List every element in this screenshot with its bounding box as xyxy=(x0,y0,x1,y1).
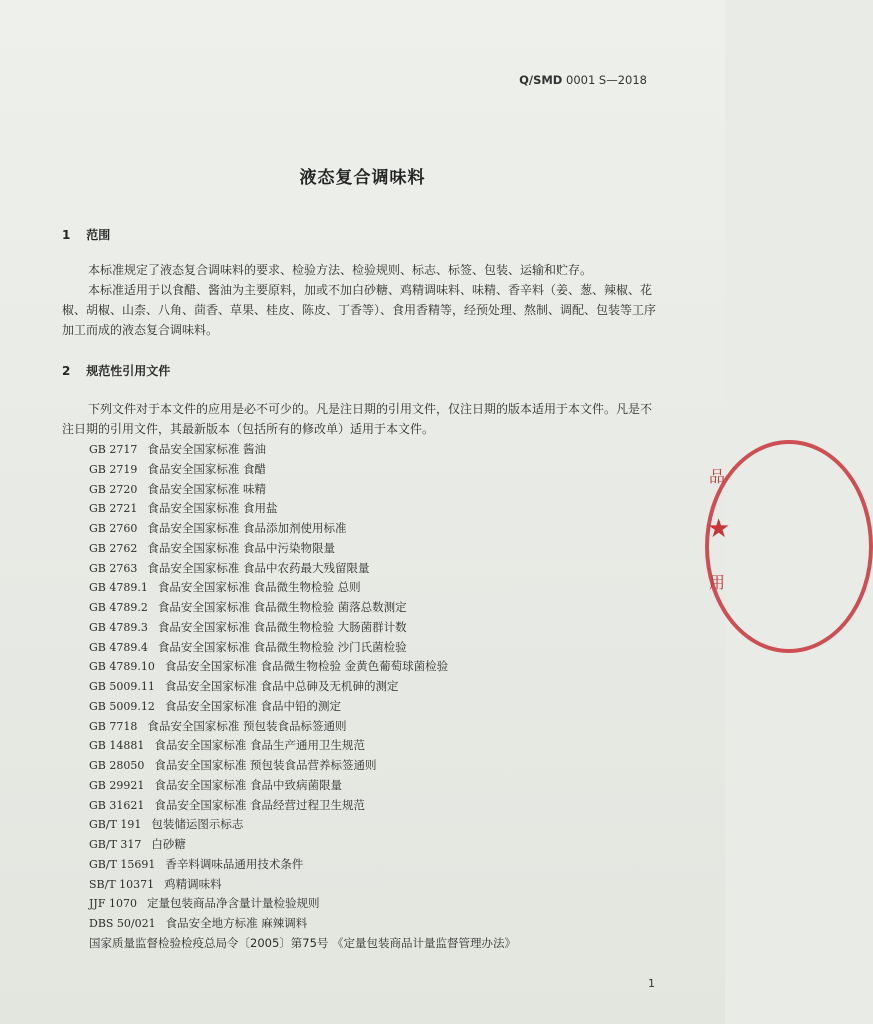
reference-code: GB/T 317 xyxy=(89,838,142,851)
section-1-number: 1 xyxy=(62,228,71,242)
reference-item xyxy=(89,776,669,796)
reference-item xyxy=(89,894,669,914)
reference-code: GB 28050 xyxy=(89,759,145,772)
standard-prefix: Q/SMD xyxy=(519,73,563,87)
reference-code: SB/T 10371 xyxy=(89,877,155,891)
reference-title: 食品安全国家标准 酱油 xyxy=(147,442,267,456)
reference-item xyxy=(89,717,669,737)
reference-item xyxy=(89,657,669,677)
reference-title: 食品安全国家标准 预包装食品营养标签通则 xyxy=(154,758,377,772)
reference-title: 鸡精调味料 xyxy=(164,876,222,891)
reference-code: GB 5009.12 xyxy=(89,699,155,713)
section-2-title: 规范性引用文件 xyxy=(86,364,171,378)
reference-item xyxy=(89,756,669,776)
reference-code: GB 4789.2 xyxy=(89,601,148,614)
reference-code: GB 2763 xyxy=(89,561,138,575)
section-1-heading xyxy=(62,226,110,243)
reference-code: GB/T 191 xyxy=(89,818,142,832)
reference-title: 食品安全国家标准 食品微生物检验 金黄色葡萄球菌检验 xyxy=(164,659,449,674)
reference-title: 食品安全国家标准 食品中铅的测定 xyxy=(164,698,342,713)
reference-code: GB 2721 xyxy=(89,502,138,516)
reference-code: GB 2719 xyxy=(89,462,138,476)
reference-item xyxy=(89,618,669,638)
section-1-body xyxy=(62,260,662,340)
reference-item xyxy=(89,677,669,697)
reference-item xyxy=(89,796,669,816)
reference-code: GB 4789.10 xyxy=(89,660,155,674)
official-seal xyxy=(701,440,731,650)
reference-title: 食品安全国家标准 食品生产通用卫生规范 xyxy=(154,738,366,753)
document-title: 液态复合调味料 xyxy=(299,168,426,188)
reference-title: 食品安全国家标准 食品中污染物限量 xyxy=(147,540,336,555)
reference-item xyxy=(89,638,669,658)
section-2-paragraph: 下列文件对于本文件的应用是必不可少的。凡是注日期的引用文件，仅注日期的版本适用于本文件。凡是不注日期的引用文件，其最新版本（包括所有的修改单）适用于本文件。 xyxy=(62,402,653,436)
reference-title: 食品安全国家标准 食品中总砷及无机砷的测定 xyxy=(164,679,399,693)
reference-item-decree xyxy=(89,934,669,954)
reference-code: JJF 1070 xyxy=(89,897,137,911)
reference-item xyxy=(89,499,669,519)
reference-title: 定量包装商品净含量计量检验规则 xyxy=(146,896,320,911)
reference-code: GB 2760 xyxy=(89,522,138,535)
reference-code: GB 29921 xyxy=(89,778,145,792)
reference-title: 食品安全国家标准 食品中致病菌限量 xyxy=(154,777,343,792)
reference-code: GB 4789.4 xyxy=(89,640,148,654)
reference-code: GB 2717 xyxy=(89,443,138,456)
reference-title: 食品安全国家标准 食品经营过程卫生规范 xyxy=(154,797,366,812)
reference-code: GB 2720 xyxy=(89,482,138,496)
reference-item xyxy=(89,815,669,835)
reference-item xyxy=(89,440,669,460)
seal-character: 品 xyxy=(709,467,726,486)
reference-title: 国家质量监督检验检疫总局令〔2005〕第75号 《定量包装商品计量监督管理办法》 xyxy=(89,935,517,950)
reference-title: 食品安全国家标准 食品微生物检验 菌落总数测定 xyxy=(157,600,407,614)
reference-title: 食品安全国家标准 食品微生物检验 沙门氏菌检验 xyxy=(157,639,407,654)
reference-code: GB 5009.11 xyxy=(89,680,155,693)
reference-code: GB 7718 xyxy=(89,719,138,733)
reference-code: GB 4789.3 xyxy=(89,620,148,634)
reference-item xyxy=(89,598,669,618)
seal-ring xyxy=(705,440,873,653)
section-1-title: 范围 xyxy=(86,228,111,242)
reference-title: 香辛料调味品通用技术条件 xyxy=(165,856,304,871)
page-number: 1 xyxy=(648,977,655,990)
reference-title: 食品安全国家标准 味精 xyxy=(147,481,267,496)
section-1-paragraph: 本标准适用于以食醋、酱油为主要原料，加或不加白砂糖、鸡精调味料、味精、香辛料（姜、葱、辣椒、花椒、胡椒、山柰、八角、茴香、草果、桂皮、陈皮、丁香等）、食用香精等，经预处理、熬制、调配、包装等工序加工而成的液态复合调味料。 xyxy=(62,283,657,337)
reference-code: GB 31621 xyxy=(89,798,145,812)
reference-item xyxy=(89,559,669,579)
reference-item xyxy=(89,835,669,855)
section-2-number: 2 xyxy=(62,364,71,378)
reference-item xyxy=(89,539,669,559)
reference-code: GB/T 15691 xyxy=(89,857,156,871)
reference-item xyxy=(89,578,669,598)
reference-code: GB 14881 xyxy=(89,739,145,753)
reference-title: 包装储运图示标志 xyxy=(151,817,244,832)
reference-list xyxy=(89,440,669,954)
reference-title: 白砂糖 xyxy=(151,837,186,851)
reference-item xyxy=(89,736,669,756)
reference-item xyxy=(89,519,669,539)
reference-code: GB 2762 xyxy=(89,541,138,555)
section-2-heading xyxy=(62,362,170,379)
reference-code: GB 4789.1 xyxy=(89,581,148,595)
seal-character: 用 xyxy=(709,573,726,592)
reference-item xyxy=(89,460,669,480)
seal-star-icon: ★ xyxy=(707,514,731,544)
standard-number: 0001 S—2018 xyxy=(566,73,647,87)
reference-item xyxy=(89,855,669,875)
standard-code xyxy=(519,73,647,87)
reference-title: 食品安全国家标准 食品中农药最大残留限量 xyxy=(147,560,370,575)
reference-item xyxy=(89,914,669,934)
reference-item xyxy=(89,480,669,500)
reference-title: 食品安全国家标准 食用盐 xyxy=(147,501,278,516)
reference-title: 食品安全国家标准 食品添加剂使用标准 xyxy=(147,521,347,535)
reference-title: 食品安全国家标准 预包装食品标签通则 xyxy=(147,718,347,733)
section-1-paragraph: 本标准规定了液态复合调味料的要求、检验方法、检验规则、标志、标签、包装、运输和贮存。 xyxy=(88,263,593,277)
reference-title: 食品安全国家标准 食品微生物检验 大肠菌群计数 xyxy=(157,619,407,634)
reference-title: 食品安全国家标准 食品微生物检验 总则 xyxy=(157,580,361,595)
section-2-intro xyxy=(62,399,662,439)
reference-title: 食品安全国家标准 食醋 xyxy=(147,461,267,476)
reference-item xyxy=(89,697,669,717)
reference-item xyxy=(89,875,669,895)
reference-code: DBS 50/021 xyxy=(89,917,156,930)
reference-title: 食品安全地方标准 麻辣调料 xyxy=(165,916,308,930)
